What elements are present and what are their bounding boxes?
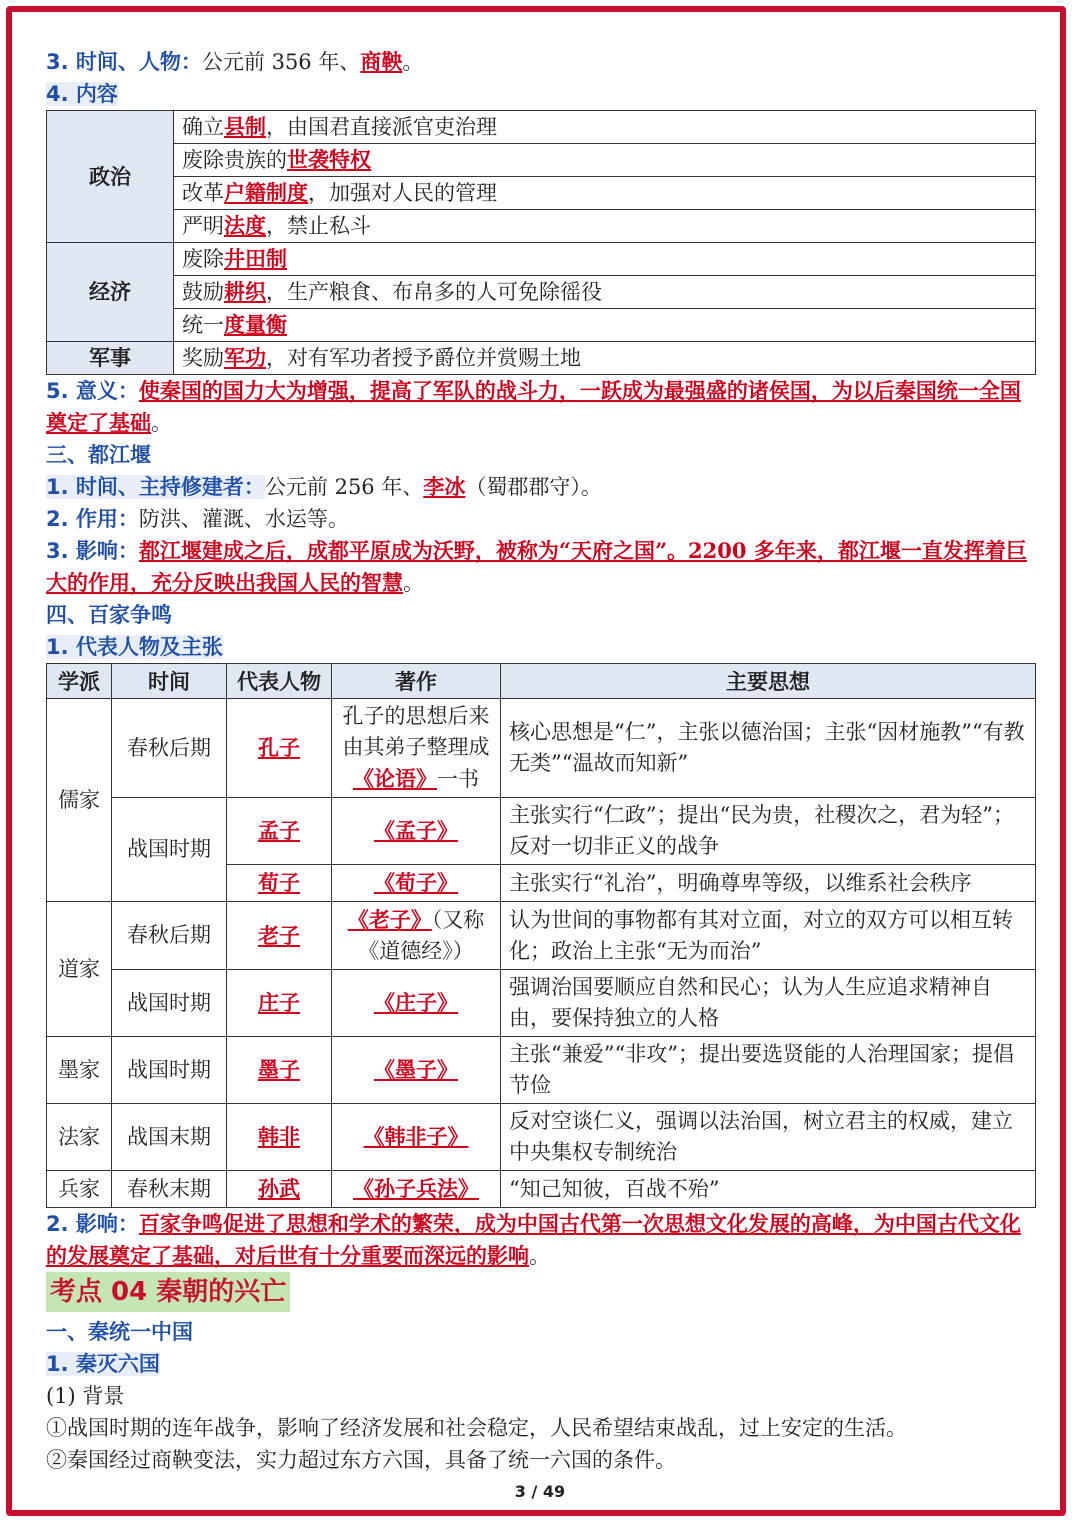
school-cell: 法家 xyxy=(47,1104,112,1171)
person-cell: 韩非 xyxy=(227,1104,332,1171)
reform-cell: 确立县制，由国君直接派官吏治理 xyxy=(174,111,1036,144)
table-row xyxy=(47,1104,1036,1171)
time-cell: 战国时期 xyxy=(112,1037,227,1104)
kaodian-row xyxy=(46,1272,1036,1316)
work-cell: 《墨子》 xyxy=(332,1037,501,1104)
table-row xyxy=(47,144,1036,177)
item5-text: 使秦国的国力大为增强，提高了军队的战斗力，一跃成为最强盛的诸侯国，为以后秦国统一全国奠定了基础 xyxy=(46,378,1021,435)
reform-table xyxy=(46,110,1036,375)
school-cell: 墨家 xyxy=(47,1037,112,1104)
work-cell: 《孟子》 xyxy=(332,798,501,865)
bj1-label: 1. 代表人物及主张 xyxy=(46,635,223,659)
category-cell: 经济 xyxy=(47,243,174,342)
bj2-end: 。 xyxy=(529,1244,550,1268)
idea-cell: 主张“兼爱”“非攻”；提出要选贤能的人治理国家；提倡节俭 xyxy=(501,1037,1036,1104)
table-row xyxy=(47,1037,1036,1104)
item5-label: 5. 意义： xyxy=(46,379,139,403)
bg-label: (1) 背景 xyxy=(46,1384,125,1408)
section-title-dujiangyan: 三、都江堰 xyxy=(46,442,151,467)
col-work: 著作 xyxy=(332,664,501,699)
dj1-post: （蜀郡郡守）。 xyxy=(465,475,602,499)
bj2-paragraph xyxy=(46,1208,1036,1272)
school-cell: 儒家 xyxy=(47,699,112,902)
item3-label: 3. 时间、人物： xyxy=(46,50,202,74)
time-cell: 战国时期 xyxy=(112,970,227,1037)
table-row xyxy=(47,111,1036,144)
page-content xyxy=(46,46,1036,1476)
time-cell: 战国末期 xyxy=(112,1104,227,1171)
dj1-text: 公元前 256 年、 xyxy=(264,475,424,499)
item3-line xyxy=(46,46,1036,78)
bj1-line xyxy=(46,631,1036,663)
table-row xyxy=(47,699,1036,798)
section-title-qin: 一、秦统一中国 xyxy=(46,1319,193,1344)
table-row xyxy=(47,177,1036,210)
qin-sub-line xyxy=(46,1348,1036,1380)
idea-cell: “知己知彼，百战不殆” xyxy=(501,1171,1036,1208)
reform-cell: 严明法度，禁止私斗 xyxy=(174,210,1036,243)
person-cell: 孙武 xyxy=(227,1171,332,1208)
table-row xyxy=(47,902,1036,970)
dj2-label: 2. 作用： xyxy=(46,507,139,531)
col-school: 学派 xyxy=(47,664,112,699)
item4-line xyxy=(46,78,1036,110)
school-cell: 兵家 xyxy=(47,1171,112,1208)
work-cell: 《孙子兵法》 xyxy=(332,1171,501,1208)
table-row xyxy=(47,276,1036,309)
idea-cell: 认为世间的事物都有其对立面，对立的双方可以相互转化；政治上主张“无为而治” xyxy=(501,902,1036,970)
person-cell: 墨子 xyxy=(227,1037,332,1104)
table-row xyxy=(47,342,1036,375)
work-cell: 《韩非子》 xyxy=(332,1104,501,1171)
time-cell: 春秋后期 xyxy=(112,699,227,798)
item5-end: 。 xyxy=(151,411,172,435)
reform-cell: 改革户籍制度，加强对人民的管理 xyxy=(174,177,1036,210)
person-cell: 孟子 xyxy=(227,798,332,865)
idea-cell: 反对空谈仁义，强调以法治国，树立君主的权威，建立中央集权专制统治 xyxy=(501,1104,1036,1171)
idea-cell: 主张实行“礼治”，明确尊卑等级，以维系社会秩序 xyxy=(501,865,1036,902)
table-row xyxy=(47,309,1036,342)
idea-cell: 核心思想是“仁”，主张以德治国；主张“因材施教”“有教无类”“温故而知新” xyxy=(501,699,1036,798)
work-cell: 孔子的思想后来由其弟子整理成《论语》一书 xyxy=(332,699,501,798)
schools-table xyxy=(46,663,1036,1208)
bg-item-1: ①战国时期的连年战争，影响了经济发展和社会稳定，人民希望结束战乱，过上安定的生活。 xyxy=(46,1416,907,1440)
work-cell: 《荀子》 xyxy=(332,865,501,902)
section-title-baijia: 四、百家争鸣 xyxy=(46,602,172,627)
dj3-label: 3. 影响： xyxy=(46,539,139,563)
bg-item-2: ②秦国经过商鞅变法，实力超过东方六国，具备了统一六国的条件。 xyxy=(46,1448,676,1472)
bj2-text: 百家争鸣促进了思想和学术的繁荣，成为中国古代第一次思想文化发展的高峰，为中国古代文化的发展奠定了基础，对后世有十分重要而深远的影响 xyxy=(46,1211,1021,1268)
col-person: 代表人物 xyxy=(227,664,332,699)
item3-end: 。 xyxy=(402,50,424,74)
work-cell: 《老子》（又称《道德经》） xyxy=(332,902,501,970)
time-cell: 春秋后期 xyxy=(112,902,227,970)
dj2-line xyxy=(46,503,1036,535)
time-cell: 战国时期 xyxy=(112,798,227,902)
item5-paragraph xyxy=(46,375,1036,439)
page-number: 3 / 49 xyxy=(514,1482,566,1501)
kaodian-heading: 考点 04 秦朝的兴亡 xyxy=(46,1272,290,1312)
col-time: 时间 xyxy=(112,664,227,699)
idea-cell: 强调治国要顺应自然和民心；认为人生应追求精神自由，要保持独立的人格 xyxy=(501,970,1036,1037)
reform-cell: 奖励军功，对有军功者授予爵位并赏赐土地 xyxy=(174,342,1036,375)
dj1-line xyxy=(46,471,1036,503)
person-cell: 孔子 xyxy=(227,699,332,798)
category-cell: 军事 xyxy=(47,342,174,375)
person-cell: 荀子 xyxy=(227,865,332,902)
reform-cell: 鼓励耕织，生产粮食、布帛多的人可免除徭役 xyxy=(174,276,1036,309)
dj1-label: 1. 时间、主持修建者： xyxy=(46,475,265,499)
school-cell: 道家 xyxy=(47,902,112,1037)
work-cell: 《庄子》 xyxy=(332,970,501,1037)
idea-cell: 主张实行“仁政”；提出“民为贵，社稷次之，君为轻”；反对一切非正义的战争 xyxy=(501,798,1036,865)
table-row xyxy=(47,210,1036,243)
time-cell: 春秋末期 xyxy=(112,1171,227,1208)
dj3-paragraph xyxy=(46,535,1036,599)
reform-cell: 废除贵族的世袭特权 xyxy=(174,144,1036,177)
table-row xyxy=(47,243,1036,276)
dj3-end: 。 xyxy=(403,571,424,595)
table-header-row xyxy=(47,664,1036,699)
col-idea: 主要思想 xyxy=(501,664,1036,699)
table-row xyxy=(47,1171,1036,1208)
person-cell: 庄子 xyxy=(227,970,332,1037)
qin-sub-label: 1. 秦灭六国 xyxy=(46,1352,160,1376)
table-row xyxy=(47,970,1036,1037)
person-cell: 老子 xyxy=(227,902,332,970)
dj1-name: 李冰 xyxy=(423,474,466,499)
reform-cell: 统一度量衡 xyxy=(174,309,1036,342)
item3-name: 商鞅 xyxy=(360,49,403,74)
reform-cell: 废除井田制 xyxy=(174,243,1036,276)
dj3-text: 都江堰建成之后，成都平原成为沃野，被称为“天府之国”。2200 多年来，都江堰一直发挥着巨大的作用，充分反映出我国人民的智慧 xyxy=(46,538,1027,595)
dj2-text: 防洪、灌溉、水运等。 xyxy=(138,507,349,531)
item4-label: 4. 内容 xyxy=(46,82,118,106)
table-row xyxy=(47,798,1036,865)
bj2-label: 2. 影响： xyxy=(46,1212,139,1236)
item3-text: 公元前 356 年、 xyxy=(201,50,361,74)
category-cell: 政治 xyxy=(47,111,174,243)
